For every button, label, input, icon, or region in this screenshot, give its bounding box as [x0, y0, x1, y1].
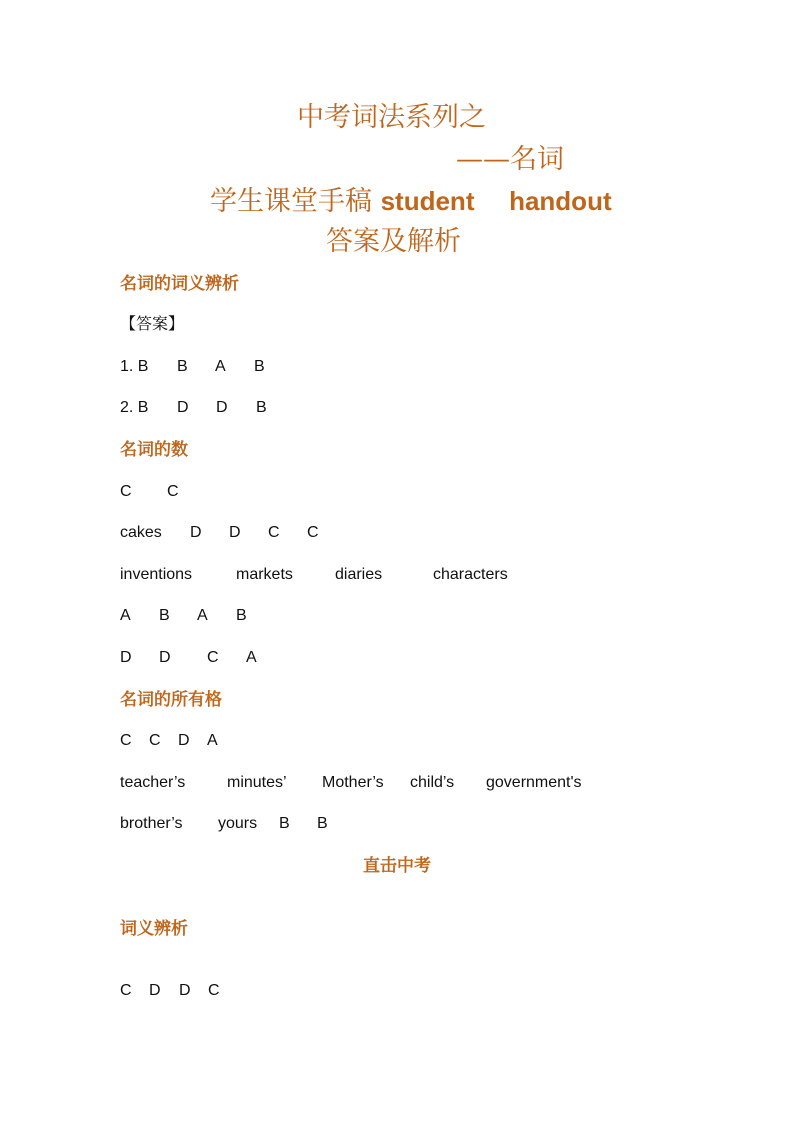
answer-cell: B — [317, 815, 328, 832]
title-line-3-chinese: 学生课堂手稿 — [210, 186, 372, 217]
answer-cell: D — [229, 524, 241, 541]
section-heading-noun-meaning: 名词的词义辨析 — [120, 274, 239, 293]
answer-cell: diaries — [335, 566, 383, 583]
section-heading-possessive: 名词的所有格 — [120, 690, 222, 709]
answer-cell: C — [307, 524, 319, 541]
title-line-3 — [210, 188, 612, 215]
answer-cell: A — [197, 607, 208, 624]
answer-cell: D — [120, 649, 132, 666]
answer-cell: markets — [236, 566, 293, 583]
answer-cell: D — [190, 524, 202, 541]
answer-cell: child’s — [410, 774, 455, 791]
answer-cell: B — [177, 358, 188, 375]
answer-cell: B — [254, 358, 265, 375]
answer-cell: Mother’s — [322, 774, 384, 791]
answer-cell: C — [208, 982, 220, 999]
answer-cell: C — [120, 982, 132, 999]
answer-cell: brother’s — [120, 815, 183, 832]
answer-cell: C — [207, 649, 219, 666]
answer-cell: A — [215, 358, 226, 375]
title-line-4: 答案及解析 — [326, 226, 461, 257]
answer-cell: D — [178, 732, 190, 749]
answer-cell: C — [120, 483, 132, 500]
answer-cell: C — [120, 732, 132, 749]
answer-cell: government's — [486, 774, 582, 791]
answer-cell: B — [256, 399, 267, 416]
answer-cell: yours — [218, 815, 258, 832]
answer-cell: A — [246, 649, 257, 666]
answer-cell: teacher’s — [120, 774, 186, 791]
title-line-1: 中考词法系列之 — [297, 102, 486, 133]
answer-cell: C — [167, 483, 179, 500]
answer-cell: B — [159, 607, 170, 624]
answer-cell: C — [268, 524, 280, 541]
answer-cell: D — [216, 399, 228, 416]
answer-cell: inventions — [120, 566, 193, 583]
answer-cell: D — [159, 649, 171, 666]
answer-cell: D — [149, 982, 161, 999]
answer-cell: B — [236, 607, 247, 624]
answer-cell: A — [120, 607, 131, 624]
answer-cell: D — [177, 399, 189, 416]
answer-cell: B — [279, 815, 290, 832]
answer-label: 【答案】 — [120, 316, 185, 333]
title-student: student — [380, 186, 475, 216]
answer-cell: characters — [433, 566, 508, 583]
answer-cell: D — [179, 982, 191, 999]
answer-cell: 2. B — [120, 399, 149, 416]
answer-cell: A — [207, 732, 218, 749]
title-handout: handout — [509, 186, 612, 216]
section-heading-word-meaning: 词义辨析 — [120, 919, 188, 938]
section-heading-noun-number: 名词的数 — [120, 440, 188, 459]
answer-cell: 1. B — [120, 358, 149, 375]
answer-cell: minutes’ — [227, 774, 287, 791]
center-heading-exam: 直击中考 — [363, 856, 431, 875]
answer-cell: cakes — [120, 524, 162, 541]
title-line-2: ——名词 — [456, 144, 564, 175]
answer-cell: C — [149, 732, 161, 749]
